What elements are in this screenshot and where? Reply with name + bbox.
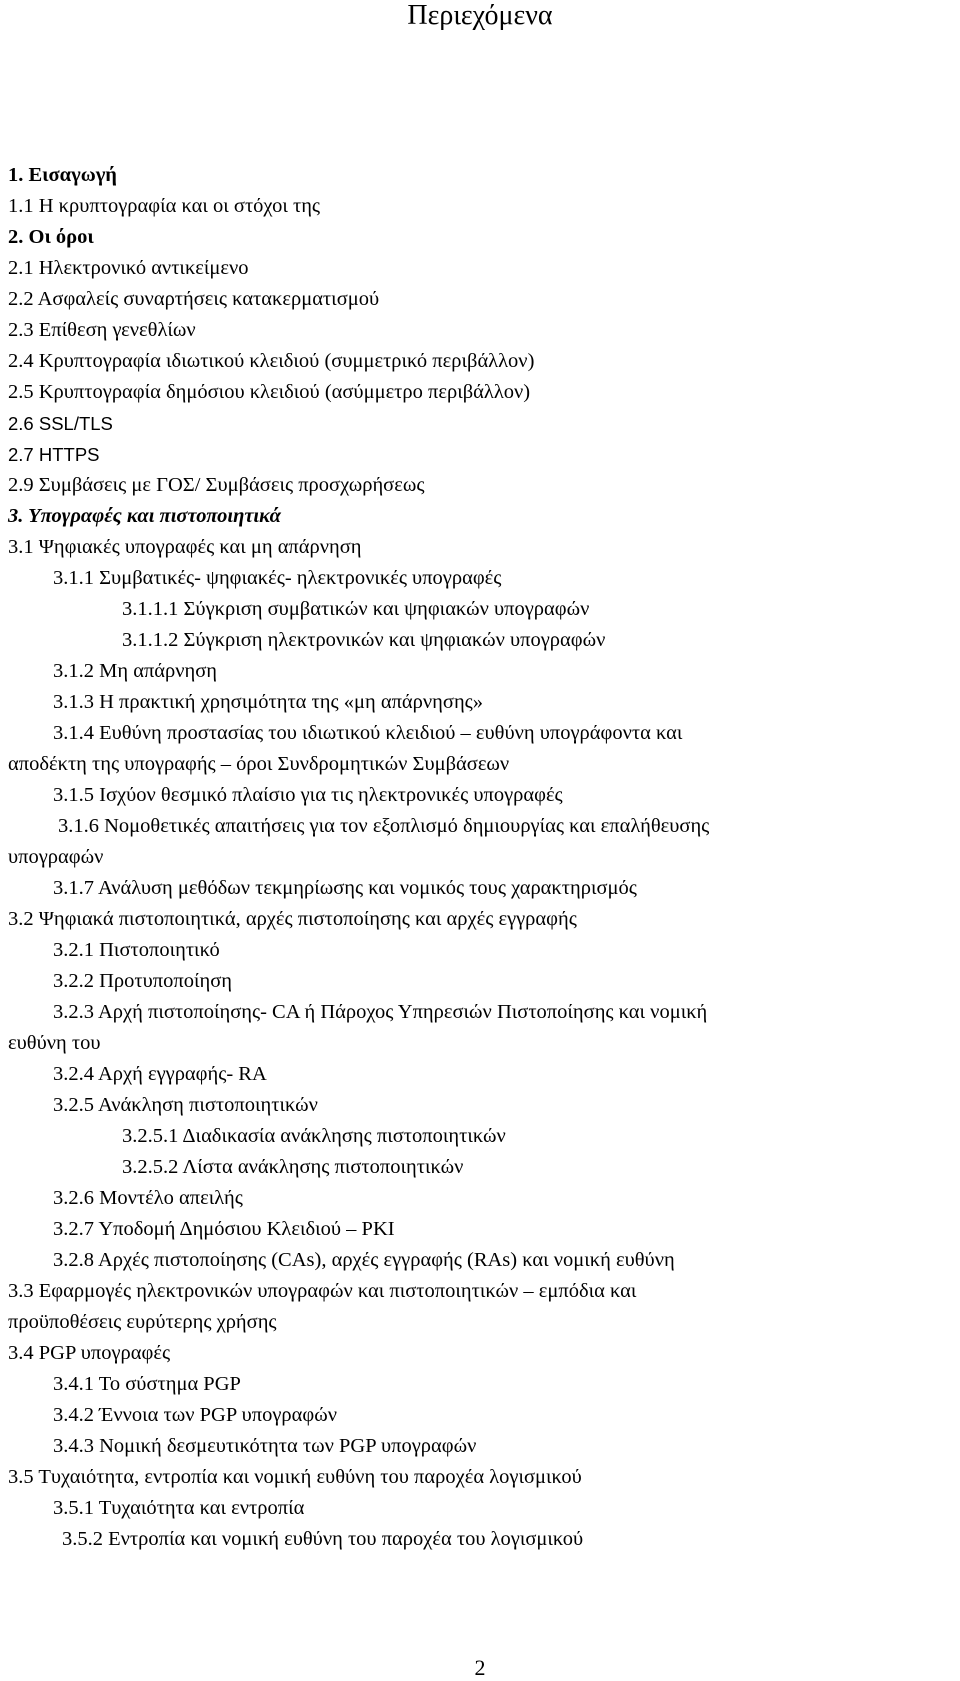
toc-entry[interactable]: προϋποθέσεις ευρύτερης χρήσης: [8, 1311, 277, 1333]
toc-entry[interactable]: 2.1 Ηλεκτρονικό αντικείμενο: [8, 257, 249, 279]
toc-entry[interactable]: 3.1.6 Νομοθετικές απαιτήσεις για τον εξοπλισμό δημιουργίας και επαλήθευσης: [58, 815, 710, 837]
toc-entry[interactable]: 3.1.1.1 Σύγκριση συμβατικών και ψηφιακών υπογραφών: [122, 598, 590, 620]
toc-entry[interactable]: 3.1.2 Μη απάρνηση: [53, 660, 218, 682]
toc-entry[interactable]: 2.4 Κρυπτογραφία ιδιωτικού κλειδιού (συμμετρικό περιβάλλον): [8, 350, 535, 372]
toc-entry[interactable]: 3.1.4 Ευθύνη προστασίας του ιδιωτικού κλειδιού – ευθύνη υπογράφοντα και: [53, 722, 683, 744]
toc-entry[interactable]: αποδέκτη της υπογραφής – όροι Συνδρομητικών Συμβάσεων: [8, 753, 510, 775]
toc-entry[interactable]: 2. Οι όροι: [8, 226, 94, 248]
toc-entry[interactable]: 3.2.1 Πιστοποιητικό: [53, 939, 220, 961]
toc-entry[interactable]: 3.5.1 Τυχαιότητα και εντροπία: [53, 1497, 305, 1519]
toc-entry[interactable]: 3.2.8 Αρχές πιστοποίησης (CAs), αρχές εγγραφής (RAs) και νομική ευθύνη: [53, 1249, 675, 1271]
toc-entry[interactable]: 3.1.5 Ισχύον θεσμικό πλαίσιο για τις ηλεκτρονικές υπογραφές: [53, 784, 563, 806]
toc-entry[interactable]: 2.3 Επίθεση γενεθλίων: [8, 319, 196, 341]
toc-entry[interactable]: 1.1 Η κρυπτογραφία και οι στόχοι της: [8, 195, 321, 217]
toc-entry[interactable]: 3.4.2 Έννοια των PGP υπογραφών: [53, 1404, 337, 1426]
toc-entry[interactable]: 2.6 SSL/TLS: [8, 413, 113, 434]
toc-entry[interactable]: 2.7 HTTPS: [8, 444, 100, 465]
toc-entry[interactable]: 2.5 Κρυπτογραφία δημόσιου κλειδιού (ασύμμετρο περιβάλλον): [8, 381, 531, 403]
page-title: Περιεχόμενα: [407, 0, 553, 31]
toc-entry[interactable]: 3.2.7 Υποδομή Δημόσιου Κλειδιού – PKI: [53, 1218, 395, 1240]
page-number: 2: [474, 1655, 486, 1680]
toc-entry[interactable]: 3.2.5.2 Λίστα ανάκλησης πιστοποιητικών: [122, 1156, 464, 1178]
toc-entry[interactable]: 3.2.5.1 Διαδικασία ανάκλησης πιστοποιητικών: [122, 1125, 506, 1147]
toc-entry[interactable]: 3.1.7 Ανάλυση μεθόδων τεκμηρίωσης και νομικός τους χαρακτηρισμός: [53, 877, 637, 899]
toc-entry[interactable]: 3.3 Εφαρμογές ηλεκτρονικών υπογραφών και πιστοποιητικών – εμπόδια και: [8, 1280, 637, 1302]
toc-entry[interactable]: 2.2 Ασφαλείς συναρτήσεις κατακερματισμού: [8, 288, 380, 310]
table-of-contents: [0, 160, 960, 1555]
toc-entry[interactable]: 3.2.2 Προτυποποίηση: [53, 970, 233, 992]
toc-entry[interactable]: 3.1.3 Η πρακτική χρησιμότητα της «μη απάρνησης»: [53, 691, 484, 713]
toc-entry[interactable]: ευθύνη του: [8, 1032, 101, 1054]
toc-entry[interactable]: 3.5 Τυχαιότητα, εντροπία και νομική ευθύνη του παροχέα λογισμικού: [8, 1466, 582, 1488]
toc-entry[interactable]: 3. Υπογραφές και πιστοποιητικά: [8, 505, 281, 527]
toc-entry[interactable]: 2.9 Συμβάσεις με ΓΟΣ/ Συμβάσεις προσχωρήσεως: [8, 474, 425, 496]
toc-entry[interactable]: 3.5.2 Εντροπία και νομική ευθύνη του παροχέα του λογισμικού: [62, 1528, 584, 1550]
toc-entry[interactable]: 3.4 PGP υπογραφές: [8, 1342, 171, 1364]
toc-entry[interactable]: 3.4.3 Νομική δεσμευτικότητα των PGP υπογραφών: [53, 1435, 477, 1457]
toc-entry[interactable]: υπογραφών: [8, 846, 104, 868]
toc-entry[interactable]: 1. Εισαγωγή: [8, 164, 117, 186]
toc-entry[interactable]: 3.1 Ψηφιακές υπογραφές και μη απάρνηση: [8, 536, 362, 558]
toc-entry[interactable]: 3.1.1.2 Σύγκριση ηλεκτρονικών και ψηφιακών υπογραφών: [122, 629, 606, 651]
toc-entry[interactable]: 3.2.4 Αρχή εγγραφής- RA: [53, 1063, 267, 1085]
toc-entry[interactable]: 3.2 Ψηφιακά πιστοποιητικά, αρχές πιστοποίησης και αρχές εγγραφής: [8, 908, 577, 930]
toc-entry[interactable]: 3.4.1 Το σύστημα PGP: [53, 1373, 241, 1395]
toc-entry[interactable]: 3.1.1 Συμβατικές- ψηφιακές- ηλεκτρονικές υπογραφές: [53, 567, 502, 589]
toc-entry[interactable]: 3.2.6 Μοντέλο απειλής: [53, 1187, 243, 1209]
toc-entry[interactable]: 3.2.3 Αρχή πιστοποίησης- CA ή Πάροχος Υπηρεσιών Πιστοποίησης και νομική: [53, 1001, 708, 1023]
toc-entry[interactable]: 3.2.5 Ανάκληση πιστοποιητικών: [53, 1094, 318, 1116]
